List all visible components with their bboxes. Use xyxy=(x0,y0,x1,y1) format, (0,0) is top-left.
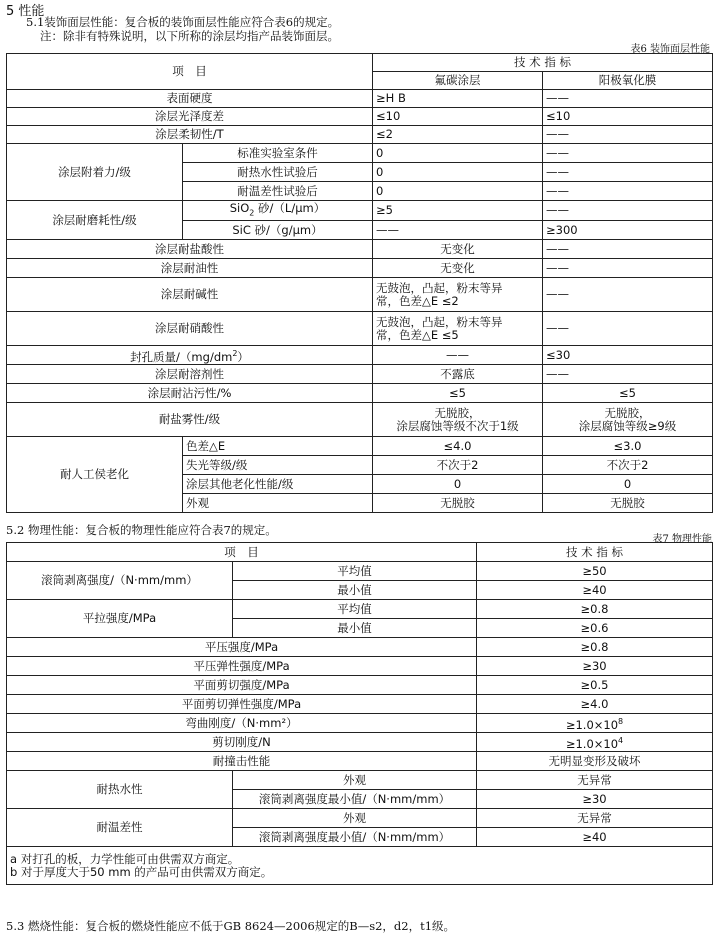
value: ≥0.6 xyxy=(477,619,713,638)
value-anodized: —— xyxy=(543,259,713,278)
table-row xyxy=(7,695,713,714)
row-label: 涂层柔韧性/T xyxy=(7,126,373,144)
row-label: 涂层耐碱性 xyxy=(7,278,373,312)
value-fluorocarbon: 0 xyxy=(373,163,543,182)
group-label: 耐温差性 xyxy=(7,809,233,847)
table-row xyxy=(7,809,713,828)
value: ≥40 xyxy=(477,581,713,600)
value: ≥0.8 xyxy=(477,600,713,619)
value: ≥0.8 xyxy=(477,638,713,657)
table6-header-item: 项 目 xyxy=(7,54,373,90)
value-fluorocarbon: ≤2 xyxy=(373,126,543,144)
value-anodized: —— xyxy=(543,201,713,221)
table-row xyxy=(7,259,713,278)
sub-label: 失光等级/级 xyxy=(183,456,373,475)
sub-label: SiC 砂/（g/μm） xyxy=(183,221,373,240)
value-anodized: 无脱胶， 涂层腐蚀等级≥9级 xyxy=(543,403,713,437)
sub-label: SiO$_2$ 砂/（L/μm） xyxy=(183,201,373,221)
value-anodized: —— xyxy=(543,144,713,163)
value-anodized: —— xyxy=(543,278,713,312)
row-label: 平面剪切强度/MPa xyxy=(7,676,477,695)
sub-label: 标准实验室条件 xyxy=(183,144,373,163)
table7 xyxy=(6,542,713,885)
value-anodized: ≥300 xyxy=(543,221,713,240)
sub-label: 平均值 xyxy=(233,562,477,581)
row-label: 剪切刚度/N xyxy=(7,733,477,752)
table-row xyxy=(7,733,713,752)
sub-label: 滚筒剥离强度最小值/（N·mm/mm） xyxy=(233,828,477,847)
value-fluorocarbon: 无鼓泡，凸起，粉末等异 常，色差△E ≤2 xyxy=(373,278,543,312)
table-row xyxy=(7,240,713,259)
row-label: 耐盐雾性/级 xyxy=(7,403,373,437)
value: ≥30 xyxy=(477,790,713,809)
value-fluorocarbon: 不次于2 xyxy=(373,456,543,475)
table-row xyxy=(7,752,713,771)
table-row xyxy=(7,365,713,384)
table-row xyxy=(7,403,713,437)
value-anodized: —— xyxy=(543,126,713,144)
value-anodized: —— xyxy=(543,365,713,384)
table6-header-col2: 阳极氧化膜 xyxy=(543,72,713,90)
value-fluorocarbon: 0 xyxy=(373,182,543,201)
value-anodized: 无脱胶 xyxy=(543,494,713,513)
table7-footnotes xyxy=(7,847,713,885)
table7-caption: 表7 物理性能 xyxy=(652,534,712,545)
value-fluorocarbon: 0 xyxy=(373,475,543,494)
section-5-1-title: 5.1装饰面层性能：复合板的装饰面层性能应符合表6的规定。 xyxy=(26,15,340,29)
sub-label: 耐温差性试验后 xyxy=(183,182,373,201)
group-label: 耐热水性 xyxy=(7,771,233,809)
row-label: 平压强度/MPa xyxy=(7,638,477,657)
row-label: 表面硬度 xyxy=(7,90,373,108)
row-label: 弯曲刚度/（N·mm²） xyxy=(7,714,477,733)
table6-header-col1: 氟碳涂层 xyxy=(373,72,543,90)
value-fluorocarbon: ≤4.0 xyxy=(373,437,543,456)
value-fluorocarbon: ≥H B xyxy=(373,90,543,108)
table-row xyxy=(7,676,713,695)
sub-label: 色差△E xyxy=(183,437,373,456)
value-fluorocarbon: 无变化 xyxy=(373,259,543,278)
table-row xyxy=(7,437,713,456)
table-row xyxy=(7,600,713,619)
table-row xyxy=(7,90,713,108)
table-row xyxy=(7,126,713,144)
table-row xyxy=(7,312,713,346)
section-5-3-title: 5.3 燃烧性能：复合板的燃烧性能应不低于GB 8624—2006规定的B—s2，d2，t1级。 xyxy=(6,919,456,933)
value: ≥0.5 xyxy=(477,676,713,695)
table-row xyxy=(7,201,713,221)
row-label: 涂层光泽度差 xyxy=(7,108,373,126)
row-label: 涂层耐油性 xyxy=(7,259,373,278)
value-fluorocarbon: 无脱胶， 涂层腐蚀等级不次于1级 xyxy=(373,403,543,437)
value-anodized: —— xyxy=(543,163,713,182)
value-fluorocarbon: ≤5 xyxy=(373,384,543,403)
row-label: 封孔质量$/(mg/dm^2)$ xyxy=(7,346,373,365)
value-anodized: 0 xyxy=(543,475,713,494)
row-label: 涂层耐溶剂性 xyxy=(7,365,373,384)
group-label: 平拉强度/MPa xyxy=(7,600,233,638)
value-fluorocarbon: 无脱胶 xyxy=(373,494,543,513)
value-anodized: —— xyxy=(543,182,713,201)
row-label: 平面剪切弹性强度/MPa xyxy=(7,695,477,714)
section-heading: 5 性能 xyxy=(6,4,45,19)
value: 无明显变形及破坏 xyxy=(477,752,713,771)
row-label: 涂层耐沾污性/% xyxy=(7,384,373,403)
value-anodized: —— xyxy=(543,312,713,346)
table-row xyxy=(7,346,713,365)
value-fluorocarbon: 0 xyxy=(373,144,543,163)
table6-caption: 表6 装饰面层性能 xyxy=(630,44,710,55)
sub-label: 滚筒剥离强度最小值/（N·mm/mm） xyxy=(233,790,477,809)
table-row xyxy=(7,384,713,403)
sub-label: 耐热水性试验后 xyxy=(183,163,373,182)
table-row xyxy=(7,562,713,581)
group-label: 涂层耐磨耗性/级 xyxy=(7,201,183,240)
footnote-b: b 对于厚度大于50 mm 的产品可由供需双方商定。 xyxy=(10,864,273,879)
value-fluorocarbon: ≥5 xyxy=(373,201,543,221)
table-row xyxy=(7,771,713,790)
group-label: 涂层附着力/级 xyxy=(7,144,183,201)
value-anodized: ≤10 xyxy=(543,108,713,126)
value-anodized: ≤5 xyxy=(543,384,713,403)
value: ≥50 xyxy=(477,562,713,581)
value-anodized: ≤3.0 xyxy=(543,437,713,456)
section-5-1-note: 注：除非有特殊说明，以下所称的涂层均指产品装饰面层。 xyxy=(40,29,339,43)
table-row xyxy=(7,278,713,312)
value-fluorocarbon: 不露底 xyxy=(373,365,543,384)
table6 xyxy=(6,53,713,513)
value-anodized: —— xyxy=(543,240,713,259)
sub-label: 最小值 xyxy=(233,619,477,638)
value: ≥30 xyxy=(477,657,713,676)
table-row xyxy=(7,657,713,676)
sub-label: 外观 xyxy=(233,771,477,790)
value: $\ge 1.0\times 10^8$ xyxy=(477,714,713,733)
table-row xyxy=(7,108,713,126)
footnote-a: a 对打孔的板，力学性能可由供需双方商定。 xyxy=(10,851,240,866)
value: ≥40 xyxy=(477,828,713,847)
table-row xyxy=(7,638,713,657)
value: 无异常 xyxy=(477,771,713,790)
table-row xyxy=(7,714,713,733)
value-anodized: 不次于2 xyxy=(543,456,713,475)
value: ≥4.0 xyxy=(477,695,713,714)
value-anodized: —— xyxy=(543,90,713,108)
row-label: 涂层耐硝酸性 xyxy=(7,312,373,346)
value: 无异常 xyxy=(477,809,713,828)
group-label: 滚筒剥离强度/（N·mm/mm） xyxy=(7,562,233,600)
value-fluorocarbon: —— xyxy=(373,346,543,365)
table7-header-item: 项 目 xyxy=(7,543,477,562)
sub-label: 涂层其他老化性能/级 xyxy=(183,475,373,494)
group-label: 耐人工侯老化 xyxy=(7,437,183,513)
row-label: 涂层耐盐酸性 xyxy=(7,240,373,259)
table-row xyxy=(7,144,713,163)
table7-header-tech: 技 术 指 标 xyxy=(477,543,713,562)
sub-label: 外观 xyxy=(183,494,373,513)
value: $\ge 1.0\times 10^4$ xyxy=(477,733,713,752)
sub-label: 最小值 xyxy=(233,581,477,600)
value-fluorocarbon: ≤10 xyxy=(373,108,543,126)
value-fluorocarbon: 无鼓泡，凸起，粉末等异 常，色差△E ≤5 xyxy=(373,312,543,346)
row-label: 耐撞击性能 xyxy=(7,752,477,771)
value-fluorocarbon: 无变化 xyxy=(373,240,543,259)
section-5-2-title: 5.2 物理性能：复合板的物理性能应符合表7的规定。 xyxy=(6,523,277,537)
sub-label: 平均值 xyxy=(233,600,477,619)
value-anodized: ≤30 xyxy=(543,346,713,365)
sub-label: 外观 xyxy=(233,809,477,828)
value-fluorocarbon: —— xyxy=(373,221,543,240)
row-label: 平压弹性强度/MPa xyxy=(7,657,477,676)
table6-header-tech: 技 术 指 标 xyxy=(373,54,713,72)
